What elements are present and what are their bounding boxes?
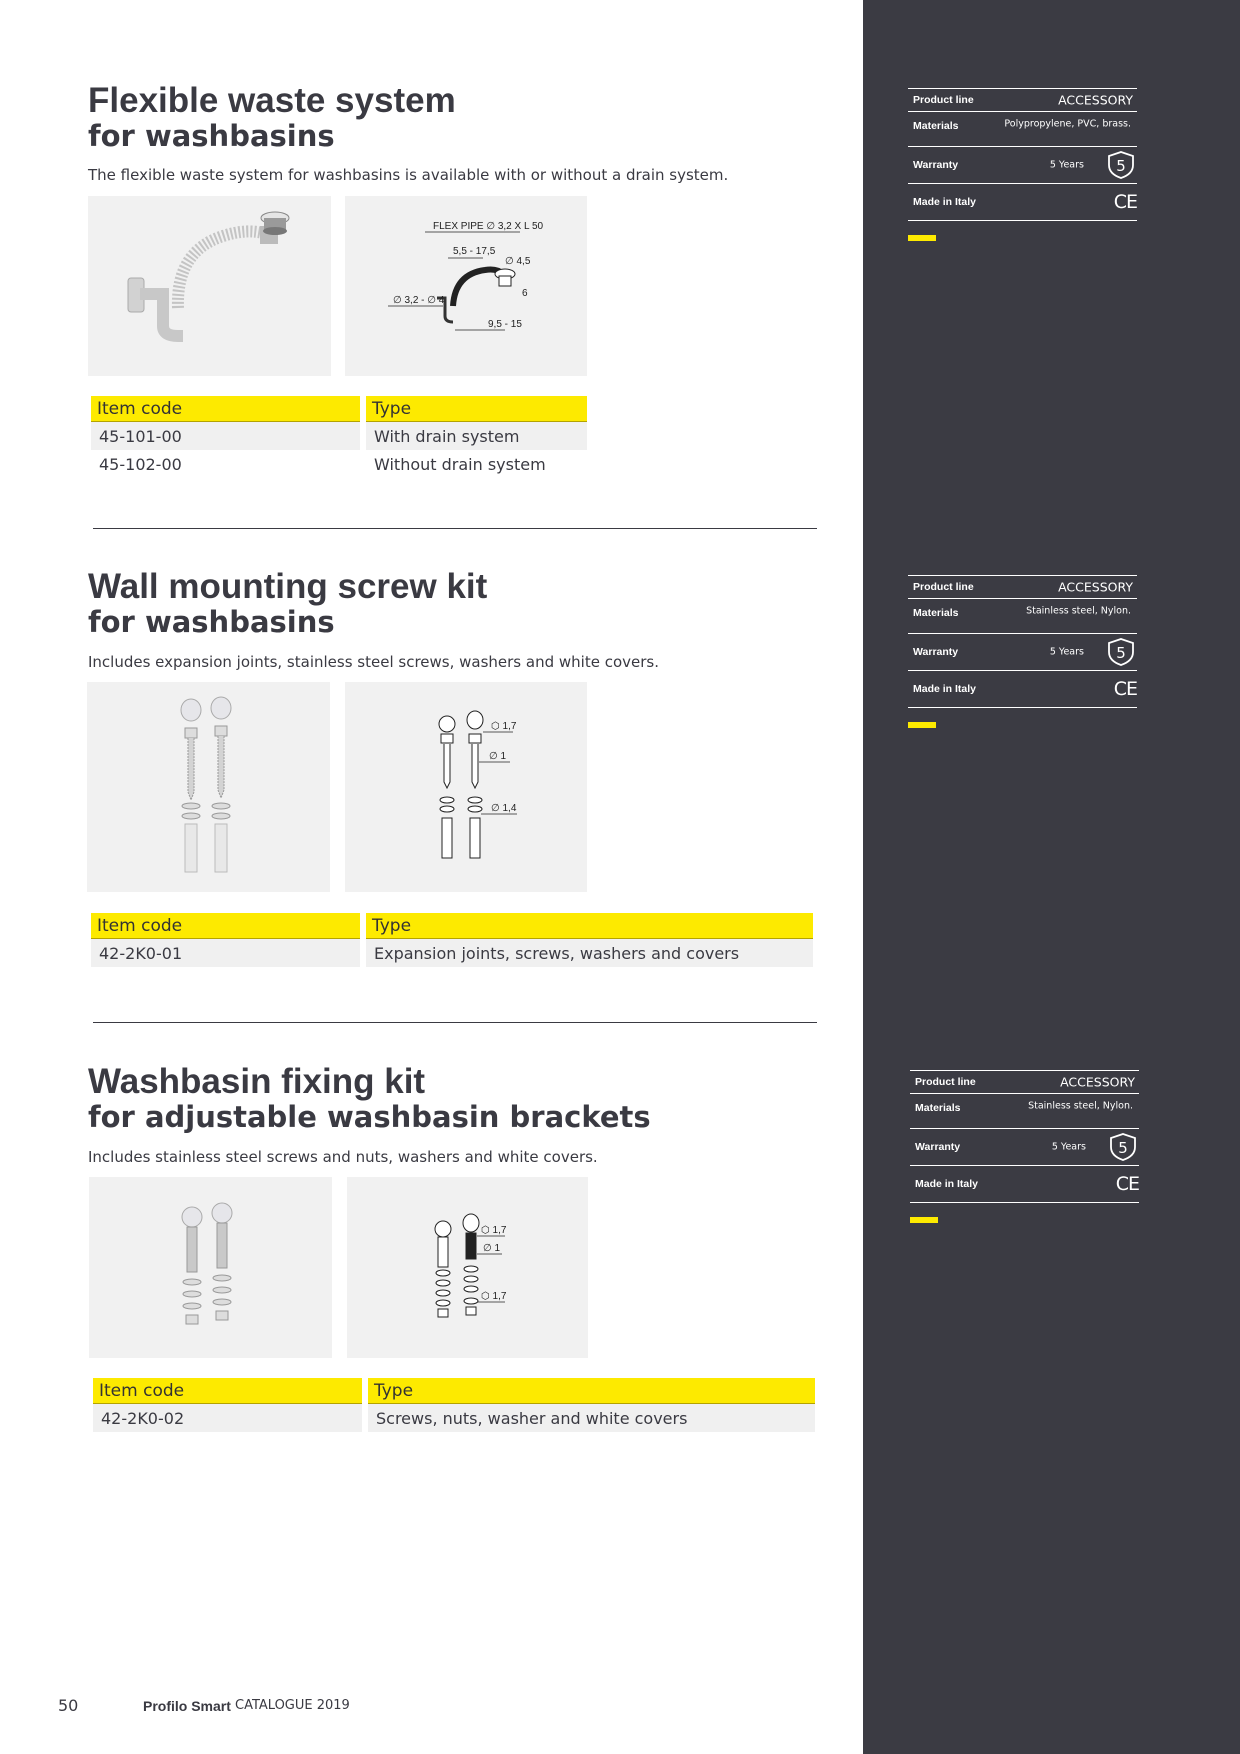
footer-brand: Profilo Smart (143, 1698, 231, 1714)
ce-mark-icon: CE (1113, 191, 1137, 213)
spec-row-product-line: Product line ACCESSORY (908, 88, 1137, 112)
svg-text:5: 5 (1116, 644, 1126, 662)
section-description: Includes stainless steel screws and nuts, washers and white covers. (88, 1148, 598, 1166)
item-code: 45-101-00 (91, 422, 360, 451)
accent-bar (908, 235, 936, 241)
table-row (91, 450, 587, 478)
header-type: Type (366, 913, 813, 939)
item-code-table (91, 913, 813, 967)
item-code-table (91, 396, 587, 478)
item-code: 42-2K0-01 (91, 939, 360, 968)
drawing-label: ∅ 1 (483, 1243, 501, 1254)
drawing-label: 9,5 - 15 (488, 319, 522, 330)
spec-row-product-line: Product line ACCESSORY (908, 575, 1137, 599)
section-subtitle: for adjustable washbasin brackets (88, 1100, 651, 1134)
drawing-label: ⬡ 1,7 (491, 721, 517, 732)
page-number: 50 (58, 1696, 79, 1715)
drawing-label: ∅ 1,4 (491, 803, 517, 814)
spec-row-warranty: Warranty 5 Years 5 (910, 1129, 1139, 1166)
warranty-shield-icon (1106, 637, 1136, 667)
item-code: 45-102-00 (99, 454, 182, 474)
drawing-label: ⬡ 1,7 (481, 1225, 507, 1236)
section-subtitle: for washbasins (88, 605, 335, 639)
fixing-kit-drawing (347, 1177, 588, 1358)
header-item-code: Item code (91, 396, 360, 422)
spec-box (908, 88, 1137, 241)
item-type: Screws, nuts, washer and white covers (368, 1404, 815, 1433)
fixing-kit-photo (89, 1177, 332, 1358)
spec-row-made-in: Made in Italy CE (908, 184, 1137, 221)
section-divider (93, 528, 817, 529)
flexible-waste-photo (88, 196, 331, 376)
item-type: With drain system (366, 422, 587, 451)
spec-row-materials: Materials Stainless steel, Nylon. (910, 1094, 1139, 1129)
footer-catalogue: CATALOGUE 2019 (235, 1698, 350, 1713)
table-row (91, 422, 587, 451)
item-code: 42-2K0-02 (93, 1404, 362, 1433)
accent-bar (908, 722, 936, 728)
table-row (93, 1404, 815, 1433)
spec-box (908, 575, 1137, 728)
section-description: Includes expansion joints, stainless steel screws, washers and white covers. (88, 653, 659, 671)
warranty-shield-icon (1108, 1132, 1138, 1162)
spec-row-materials: Materials Stainless steel, Nylon. (908, 599, 1137, 634)
table-row (91, 939, 813, 968)
accent-bar (910, 1217, 938, 1223)
section-description: The flexible waste system for washbasins is available with or without a drain system. (88, 166, 729, 184)
item-type: Without drain system (374, 454, 546, 474)
svg-text:5: 5 (1116, 157, 1126, 175)
spec-row-warranty: Warranty 5 Years 5 (908, 634, 1137, 671)
svg-text:5: 5 (1118, 1139, 1128, 1157)
spec-row-made-in: Made in Italy CE (910, 1166, 1139, 1203)
screw-kit-photo (87, 682, 330, 892)
screw-kit-drawing (345, 682, 587, 892)
section-divider (93, 1022, 817, 1023)
drawing-label: ∅ 1 (489, 751, 507, 762)
warranty-shield-icon (1106, 150, 1136, 180)
drawing-label: 6 (522, 288, 528, 299)
header-item-code: Item code (93, 1378, 362, 1404)
spec-row-made-in: Made in Italy CE (908, 671, 1137, 708)
header-item-code: Item code (91, 913, 360, 939)
header-type: Type (366, 396, 587, 422)
drawing-label: ∅ 3,2 - ∅ 4 (393, 295, 445, 306)
drawing-label: 5,5 - 17,5 (453, 246, 496, 257)
section-subtitle: for washbasins (88, 119, 335, 153)
spec-row-product-line: Product line ACCESSORY (910, 1070, 1139, 1094)
ce-mark-icon: CE (1113, 678, 1137, 700)
section-title: Washbasin fixing kit (88, 1062, 426, 1101)
spec-box (910, 1070, 1139, 1223)
item-code-table (93, 1378, 815, 1432)
item-type: Expansion joints, screws, washers and covers (366, 939, 813, 968)
drawing-label: ∅ 4,5 (505, 256, 531, 267)
header-type: Type (368, 1378, 815, 1404)
section-title: Wall mounting screw kit (88, 567, 488, 606)
ce-mark-icon: CE (1115, 1173, 1139, 1195)
dark-sidebar (863, 0, 1240, 1754)
spec-row-warranty: Warranty 5 Years 5 (908, 147, 1137, 184)
drawing-label: FLEX PIPE ∅ 3,2 X L 50 (433, 221, 544, 232)
spec-row-materials: Materials Polypropylene, PVC, brass. (908, 112, 1137, 147)
drawing-label: ⬡ 1,7 (481, 1291, 507, 1302)
flexible-waste-drawing (345, 196, 587, 376)
section-title: Flexible waste system (88, 81, 456, 120)
